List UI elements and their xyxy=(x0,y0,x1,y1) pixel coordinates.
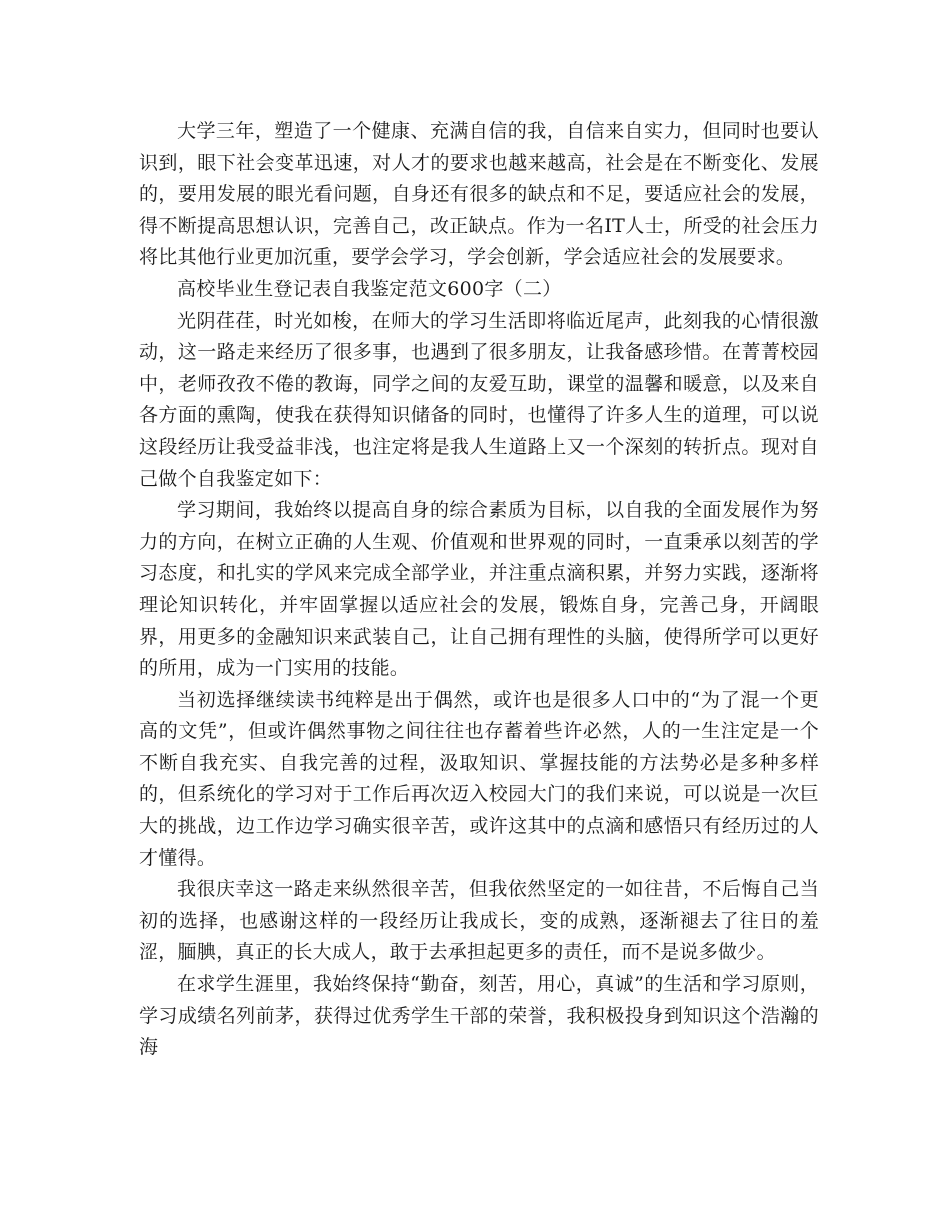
paragraph-conclusion: 大学三年，塑造了一个健康、充满自信的我，自信来自实力，但同时也要认识到，眼下社会变革迅速，对人才的要求也越来越高，社会是在不断变化、发展的，要用发展的眼光看问题，自身还有很多的缺点和不足，要适应社会的发展，得不断提高思想认识，完善自己，改正缺点。作为一名IT人士，所受的社会压力将比其他行业更加沉重，要学会学习，学会创新，学会适应社会的发展要求。 xyxy=(139,120,819,269)
document-body xyxy=(139,116,819,1064)
paragraph-intro: 光阴荏荏，时光如梭，在师大的学习生活即将临近尾声，此刻我的心情很激动，这一路走来经历了很多事，也遇到了很多朋友，让我备感珍惜。在菁菁校园中，老师孜孜不倦的教诲，同学之间的友爱互助，课堂的温馨和暖意，以及来自各方面的熏陶，使我在获得知识储备的同时，也懂得了许多人生的道理，可以说这段经历让我受益非浅，也注定将是我人生道路上又一个深刻的转折点。现对自己做个自我鉴定如下： xyxy=(139,309,819,490)
paragraph-choice: 当初选择继续读书纯粹是出于偶然，或许也是很多人口中的“为了混一个更高的文凭”，但或许偶然事物之间往往也存蓄着些许必然，人的一生注定是一个不断自我充实、自我完善的过程，汲取知识、掌握技能的方法势必是多种多样的，但系统化的学习对于工作后再次迈入校园大门的我们来说，可以说是一次巨大的挑战，边工作边学习确实很辛苦，或许这其中的点滴和感悟只有经历过的人才懂得。 xyxy=(139,688,819,869)
paragraph-principles: 在求学生涯里，我始终保持“勤奋，刻苦，用心，真诚”的生活和学习原则，学习成绩名列前茅，获得过优秀学生干部的荣誉，我积极投身到知识这个浩瀚的海 xyxy=(139,973,819,1059)
section-heading: 高校毕业生登记表自我鉴定范文600字（二） xyxy=(177,277,562,300)
paragraph-growth: 我很庆幸这一路走来纵然很辛苦，但我依然坚定的一如往昔，不后悔自己当初的选择，也感谢这样的一段经历让我成长，变的成熟，逐渐褪去了往日的羞涩，腼腆，真正的长大成人，敢于去承担起更多的责任，而不是说多做少。 xyxy=(139,878,819,964)
paragraph-study: 学习期间，我始终以提高自身的综合素质为目标，以自我的全面发展作为努力的方向，在树立正确的人生观、价值观和世界观的同时，一直秉承以刻苦的学习态度，和扎实的学风来完成全部学业，并注重点滴积累，并努力实践，逐渐将理论知识转化，并牢固掌握以适应社会的发展，锻炼自身，完善己身，开阔眼界，用更多的金融知识来武装自己，让自己拥有理性的头脑，使得所学可以更好的所用，成为一门实用的技能。 xyxy=(139,499,819,680)
